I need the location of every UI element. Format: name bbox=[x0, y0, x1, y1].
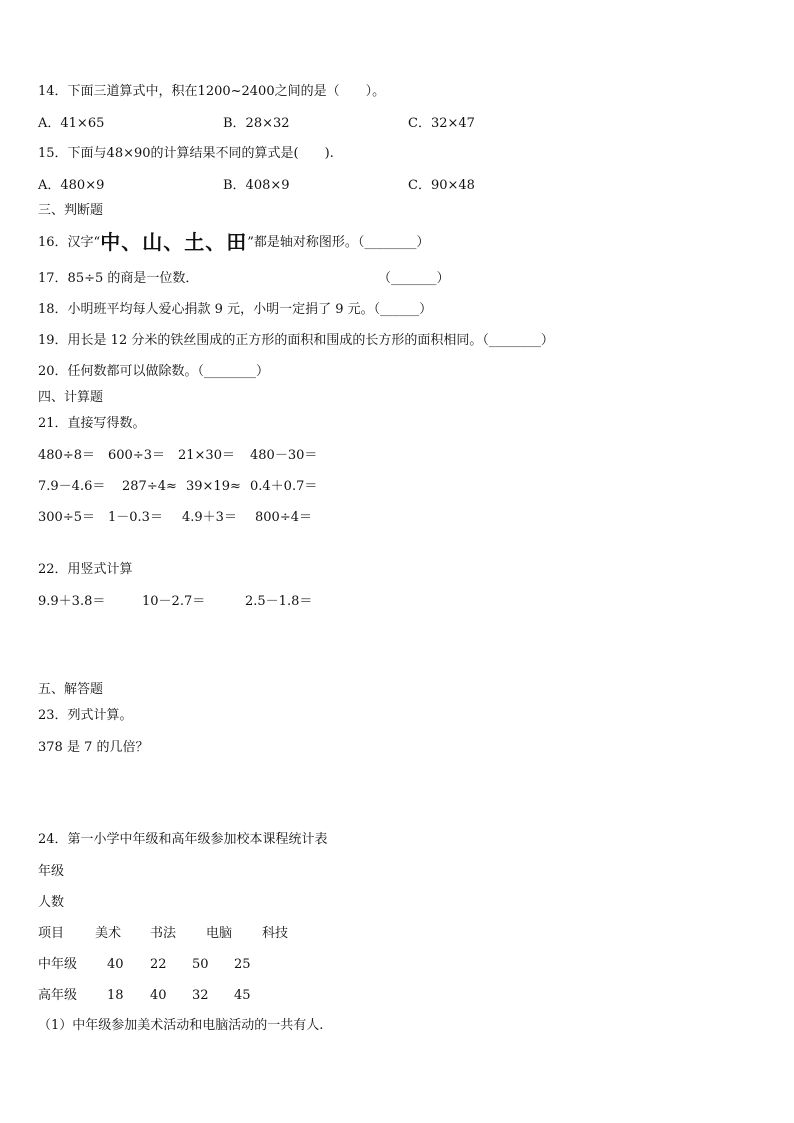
question-20: 20．任何数都可以做除数。（________） bbox=[38, 364, 270, 379]
table-cell: 中年级 bbox=[38, 957, 78, 972]
q15-option-b: B．408×9 bbox=[223, 178, 290, 193]
q14-option-b: B．28×32 bbox=[223, 116, 290, 131]
section-heading-judgement: 三、判断题 bbox=[38, 203, 104, 218]
table-cell: 40 bbox=[150, 988, 167, 1003]
q21-item: 800÷4＝ bbox=[255, 510, 312, 525]
question-24: 24．第一小学中年级和高年级参加校本课程统计表 bbox=[38, 832, 328, 847]
q16-chinese-characters: 中、山、土、田 bbox=[100, 230, 248, 254]
q24-header-grade: 年级 bbox=[38, 864, 65, 879]
table-cell: 书法 bbox=[150, 926, 177, 941]
question-21: 21．直接写得数。 bbox=[38, 416, 146, 431]
q14-option-c: C．32×47 bbox=[408, 116, 475, 131]
question-18: 18．小明班平均每人爱心捐款 9 元，小明一定捐了 9 元。（______） bbox=[38, 302, 433, 317]
q23-text: 378 是 7 的几倍？ bbox=[38, 740, 149, 755]
section-heading-word-problems: 五、解答题 bbox=[38, 682, 104, 697]
table-cell: 50 bbox=[192, 957, 209, 972]
table-cell: 科技 bbox=[262, 926, 289, 941]
table-cell: 美术 bbox=[95, 926, 122, 941]
q22-item: 9.9＋3.8＝ bbox=[38, 594, 106, 609]
question-15: 15．下面与48×90的计算结果不同的算式是( ). bbox=[38, 146, 334, 161]
q14-option-a: A．41×65 bbox=[38, 116, 105, 131]
table-cell: 22 bbox=[150, 957, 167, 972]
q16-prefix: 16．汉字“ bbox=[38, 235, 101, 250]
q21-item: 4.9＋3＝ bbox=[182, 510, 237, 525]
q24-subquestion-1: （1）中年级参加美术活动和电脑活动的一共有人. bbox=[38, 1018, 324, 1033]
q21-item: 0.4＋0.7＝ bbox=[250, 479, 318, 494]
table-cell: 18 bbox=[107, 988, 124, 1003]
q21-item: 39×19≈ bbox=[186, 479, 241, 494]
q21-item: 600÷3＝ bbox=[108, 448, 165, 463]
q24-header-count: 人数 bbox=[38, 895, 65, 910]
q21-item: 21×30＝ bbox=[178, 448, 235, 463]
question-22: 22．用竖式计算 bbox=[38, 562, 133, 577]
table-cell: 40 bbox=[107, 957, 124, 972]
table-cell: 25 bbox=[234, 957, 251, 972]
question-19: 19．用长是 12 分米的铁丝围成的正方形的面积和围成的长方形的面积相同。（________） bbox=[38, 333, 554, 348]
table-cell: 项目 bbox=[38, 926, 65, 941]
table-cell: 高年级 bbox=[38, 988, 78, 1003]
q21-item: 7.9－4.6＝ bbox=[38, 479, 106, 494]
q15-option-c: C．90×48 bbox=[408, 178, 475, 193]
q21-item: 480÷8＝ bbox=[38, 448, 95, 463]
table-cell: 电脑 bbox=[206, 926, 233, 941]
question-17: 17．85÷5 的商是一位数． bbox=[38, 271, 199, 286]
question-14: 14．下面三道算式中，积在1200~2400之间的是（ ）。 bbox=[38, 84, 386, 99]
q17-answer-blank: （_______） bbox=[378, 271, 450, 286]
table-cell: 32 bbox=[192, 988, 209, 1003]
q22-item: 10－2.7＝ bbox=[142, 594, 206, 609]
q15-option-a: A．480×9 bbox=[38, 178, 105, 193]
q21-item: 480－30＝ bbox=[250, 448, 318, 463]
section-heading-calculation: 四、计算题 bbox=[38, 390, 104, 405]
q21-item: 287÷4≈ bbox=[122, 479, 177, 494]
table-cell: 45 bbox=[234, 988, 251, 1003]
q22-item: 2.5－1.8＝ bbox=[245, 594, 313, 609]
question-16 bbox=[38, 230, 430, 254]
q16-suffix: ”都是轴对称图形。（________） bbox=[247, 235, 430, 250]
question-23: 23．列式计算。 bbox=[38, 708, 133, 723]
q21-item: 300÷5＝ bbox=[38, 510, 95, 525]
q21-item: 1－0.3＝ bbox=[108, 510, 163, 525]
